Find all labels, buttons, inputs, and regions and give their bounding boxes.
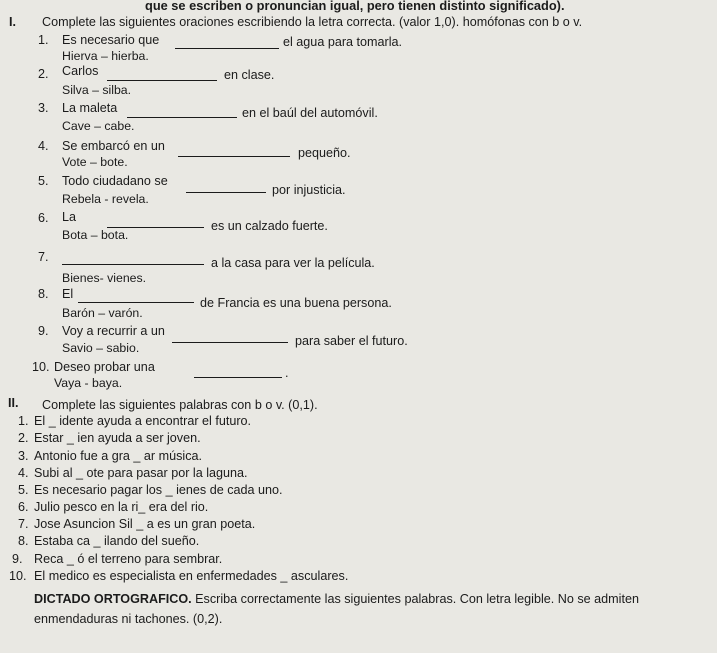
s1-item-10-after: . (285, 366, 289, 380)
s1-item-1-blank[interactable] (175, 38, 279, 49)
s2-item-5-number: 5. (18, 483, 29, 497)
s2-item-1-text[interactable]: El _ idente ayuda a encontrar el futuro. (34, 414, 252, 428)
s1-item-3-options: Cave – cabe. (62, 119, 135, 133)
s2-item-10-number: 10. (9, 569, 27, 583)
s2-item-7-text[interactable]: Jose Asuncion Sil _ a es un gran poeta. (34, 517, 256, 531)
s1-item-10-before: Deseo probar una (54, 360, 155, 374)
s1-item-2-before: Carlos (62, 64, 99, 78)
s1-item-4-blank[interactable] (178, 146, 290, 157)
s1-item-4-options: Vote – bote. (62, 155, 128, 169)
s1-item-10-number: 10. (32, 360, 50, 374)
s1-item-7-options: Bienes- vienes. (62, 271, 147, 285)
top-fragment-text: que se escriben o pronuncian igual, pero tienen distinto significado). (145, 0, 565, 13)
s2-item-4-text[interactable]: Subi al _ ote para pasar por la laguna. (34, 466, 248, 480)
s1-item-9-before: Voy a recurrir a un (62, 324, 165, 338)
s2-item-3-text[interactable]: Antonio fue a gra _ ar música. (34, 449, 203, 463)
s2-item-7-number: 7. (18, 517, 29, 531)
s2-item-9-text[interactable]: Reca _ ó el terreno para sembrar. (34, 552, 223, 566)
dictado-title: DICTADO ORTOGRAFICO. (34, 592, 192, 606)
section2-instruction: Complete las siguientes palabras con b o v. (0,1). (42, 398, 318, 412)
s1-item-9-options: Savio – sabio. (62, 341, 140, 355)
s2-item-2-text[interactable]: Estar _ ien ayuda a ser joven. (34, 431, 201, 445)
s1-item-8-before: El (62, 287, 74, 301)
s2-item-10-text[interactable]: El medico es especialista en enfermedades _ asculares. (34, 569, 349, 583)
s1-item-5-blank[interactable] (186, 182, 266, 193)
s1-item-6-before: La (62, 210, 77, 224)
s1-item-5-number: 5. (38, 174, 49, 188)
s1-item-7-after: a la casa para ver la película. (211, 256, 375, 270)
s1-item-8-number: 8. (38, 287, 49, 301)
dictado-text: Escriba correctamente las siguientes palabras. Con letra legible. No se admiten (195, 592, 639, 606)
s1-item-5-after: por injusticia. (272, 183, 346, 197)
s1-item-6-after: es un calzado fuerte. (211, 219, 328, 233)
s1-item-6-number: 6. (38, 211, 49, 225)
s1-item-3-blank[interactable] (127, 107, 237, 118)
s2-item-8-text[interactable]: Estaba ca _ ilando del sueño. (34, 534, 200, 548)
s2-item-8-number: 8. (18, 534, 29, 548)
s1-item-6-options: Bota – bota. (62, 228, 129, 242)
s1-item-1-before: Es necesario que (62, 33, 160, 47)
s1-item-9-number: 9. (38, 324, 49, 338)
s2-item-4-number: 4. (18, 466, 29, 480)
s1-item-3-number: 3. (38, 101, 49, 115)
s1-item-4-number: 4. (38, 139, 49, 153)
s1-item-3-after: en el baúl del automóvil. (242, 106, 378, 120)
s1-item-4-before: Se embarcó en un (62, 139, 165, 153)
s2-item-9-number: 9. (12, 552, 23, 566)
s1-item-2-number: 2. (38, 67, 49, 81)
s1-item-2-after: en clase. (224, 68, 275, 82)
s2-item-6-number: 6. (18, 500, 29, 514)
s1-item-7-number: 7. (38, 250, 49, 264)
s2-item-5-text[interactable]: Es necesario pagar los _ ienes de cada uno. (34, 483, 283, 497)
s1-item-6-blank[interactable] (107, 217, 204, 228)
s1-item-3-before: La maleta (62, 101, 118, 115)
s2-item-6-text[interactable]: Julio pesco en la ri_ era del rio. (34, 500, 209, 514)
s1-item-7-blank[interactable] (62, 254, 204, 265)
dictado-line-2: enmendaduras ni tachones. (0,2). (34, 612, 223, 626)
section1-number: I. (9, 15, 16, 29)
s1-item-4-after: pequeño. (298, 146, 351, 160)
s2-item-3-number: 3. (18, 449, 29, 463)
s1-item-8-options: Barón – varón. (62, 306, 143, 320)
section1-instruction: Complete las siguientes oraciones escribiendo la letra correcta. (valor 1,0). homófonas con b o v. (42, 15, 583, 29)
s1-item-5-before: Todo ciudadano se (62, 174, 168, 188)
s1-item-1-options: Hierva – hierba. (62, 49, 149, 63)
s1-item-2-blank[interactable] (107, 70, 217, 81)
s1-item-5-options: Rebela - revela. (62, 192, 149, 206)
s1-item-10-blank[interactable] (194, 367, 282, 378)
s1-item-8-blank[interactable] (78, 292, 194, 303)
s1-item-1-after: el agua para tomarla. (283, 35, 403, 49)
dictado-line-1 (34, 592, 639, 607)
s1-item-2-options: Silva – silba. (62, 83, 132, 97)
s1-item-1-number: 1. (38, 33, 49, 47)
s1-item-9-after: para saber el futuro. (295, 334, 408, 348)
s2-item-2-number: 2. (18, 431, 29, 445)
section2-number: II. (8, 396, 19, 410)
s1-item-8-after: de Francia es una buena persona. (200, 296, 392, 310)
s1-item-10-options: Vaya - baya. (54, 376, 123, 390)
s2-item-1-number: 1. (18, 414, 29, 428)
s1-item-9-blank[interactable] (172, 332, 288, 343)
